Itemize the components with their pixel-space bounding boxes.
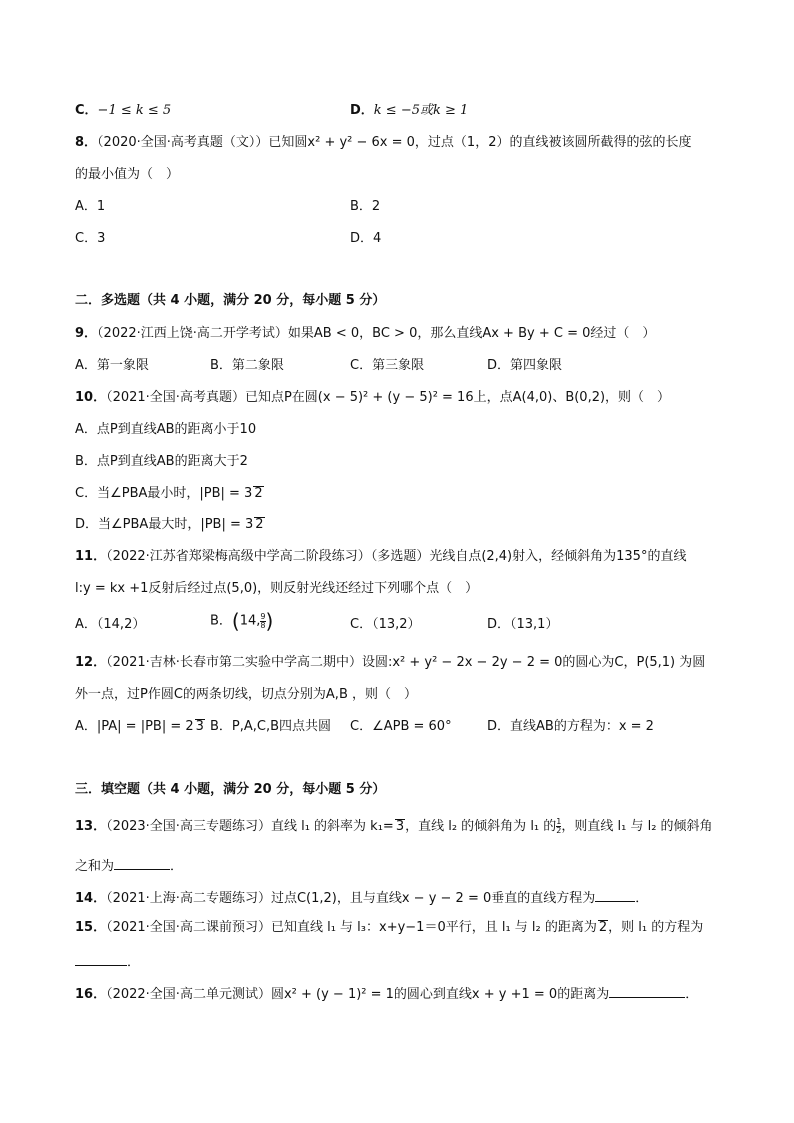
q11-option-d: D．（13,1）	[487, 617, 559, 632]
sqrt-symbol: 2	[254, 486, 263, 501]
q10-option-a: A．点P到直线AB的距离小于10	[75, 422, 257, 437]
answer-blank[interactable]	[609, 983, 685, 998]
section3-title: 三．填空题（共 4 小题，满分 20 分，每小题 5 分）	[75, 782, 386, 797]
sqrt-symbol: 2	[255, 517, 264, 532]
q9-option-a: A．第一象限	[75, 358, 149, 373]
q8-option-b: B．2	[350, 199, 381, 214]
q7-option-d: D．k ≤ −5或k ≥ 1	[350, 103, 469, 118]
q8-option-c: C．3	[75, 231, 106, 246]
answer-blank[interactable]	[114, 855, 170, 870]
q15-stem-line2: ．	[75, 951, 140, 972]
q14-stem: 14．（2021·上海·高二专题练习）过点C(1,2)，且与直线x − y − 2 = 0垂直的直线方程为 ．	[75, 887, 648, 908]
q11-stem-line2: l:y = kx +1反射后经过点(5,0)，则反射光线还经过下列哪个点（ ）	[75, 581, 479, 596]
sqrt-symbol: 3	[195, 719, 204, 734]
q10-option-c: C．当∠PBA最小时，|PB| = 3 2	[75, 486, 263, 501]
q11-stem-line1: 11．（2022·江苏省郑梁梅高级中学高二阶段练习）（多选题）光线自点(2,4)射入，经倾斜角为135°的直线	[75, 549, 687, 564]
q13-stem-line1: 13．（2023·全国·高三专题练习）直线 l₁ 的斜率为 k₁= 3，直线 l₂ 的倾斜角为 l₁ 的 $\frac{1}{2}$ ，则直线 l₁ 与 l₂ 的倾斜角	[75, 817, 713, 835]
q16-stem: 16．（2022·全国·高二单元测试）圆x² + (y − 1)² = 1的圆心到直线x + y +1 = 0的距离为 ．	[75, 983, 698, 1004]
q9-option-b: B．第二象限	[210, 358, 284, 373]
q8-stem-line2: 的最小值为（ ）	[75, 167, 180, 182]
section2-title: 二．多选题（共 4 小题，满分 20 分，每小题 5 分）	[75, 293, 386, 308]
fraction: $\frac{1}{2}$	[556, 817, 562, 835]
q9-stem: 9．（2022·江西上饶·高二开学考试）如果AB < 0，BC > 0，那么直线Ax + By + C = 0经过（ ）	[75, 326, 656, 341]
q12-stem-line1: 12．（2021·吉林·长春市第二实验中学高二期中）设圆:x² + y² − 2x − 2y − 2 = 0的圆心为C，P(5,1) 为圆	[75, 655, 706, 670]
answer-blank[interactable]	[595, 887, 635, 902]
q8-stem-line1: 8．（2020·全国·高考真题（文））已知圆x² + y² − 6x = 0，过点（1，2）的直线被该圆所截得的弦的长度	[75, 135, 692, 150]
q12-option-a: A．|PA| = |PB| = 2 3	[75, 719, 204, 734]
q11-option-b: B．(14, $\frac{9}{8}$ )	[210, 609, 274, 633]
fraction: $\frac{9}{8}$	[260, 611, 266, 630]
q11-option-c: C．（13,2）	[350, 617, 421, 632]
q15-stem-line1: 15．（2021·全国·高二课前预习）已知直线 l₁ 与 l₃：x+y−1＝0平行，且 l₁ 与 l₂ 的距离为 2，则 l₁ 的方程为	[75, 920, 704, 935]
q12-option-b: B．P,A,C,B四点共圆	[210, 719, 332, 734]
q13-stem-line2: 之和为 ．	[75, 855, 183, 876]
q12-option-d: D．直线AB的方程为：x = 2	[487, 719, 654, 734]
q10-option-d: D．当∠PBA最大时，|PB| = 3 2	[75, 517, 264, 532]
q12-stem-line2: 外一点，过P作圆C的两条切线，切点分别为A,B ，则（ ）	[75, 687, 417, 702]
q7-option-c: C．−1 ≤ k ≤ 5	[75, 103, 172, 118]
q11-option-a: A．（14,2）	[75, 617, 146, 632]
q9-option-d: D．第四象限	[487, 358, 563, 373]
q12-option-c: C．∠APB = 60°	[350, 719, 452, 734]
q8-option-a: A．1	[75, 199, 106, 214]
q10-option-b: B．点P到直线AB的距离大于2	[75, 454, 248, 469]
q8-option-d: D．4	[350, 231, 382, 246]
answer-blank[interactable]	[75, 951, 127, 966]
q9-option-c: C．第三象限	[350, 358, 425, 373]
sqrt-symbol: 3	[395, 819, 405, 834]
q10-stem: 10．（2021·全国·高考真题）已知点P在圆(x − 5)² + (y − 5)² = 16上，点A(4,0)、B(0,2)，则（ ）	[75, 390, 671, 405]
sqrt-symbol: 2	[598, 920, 608, 935]
